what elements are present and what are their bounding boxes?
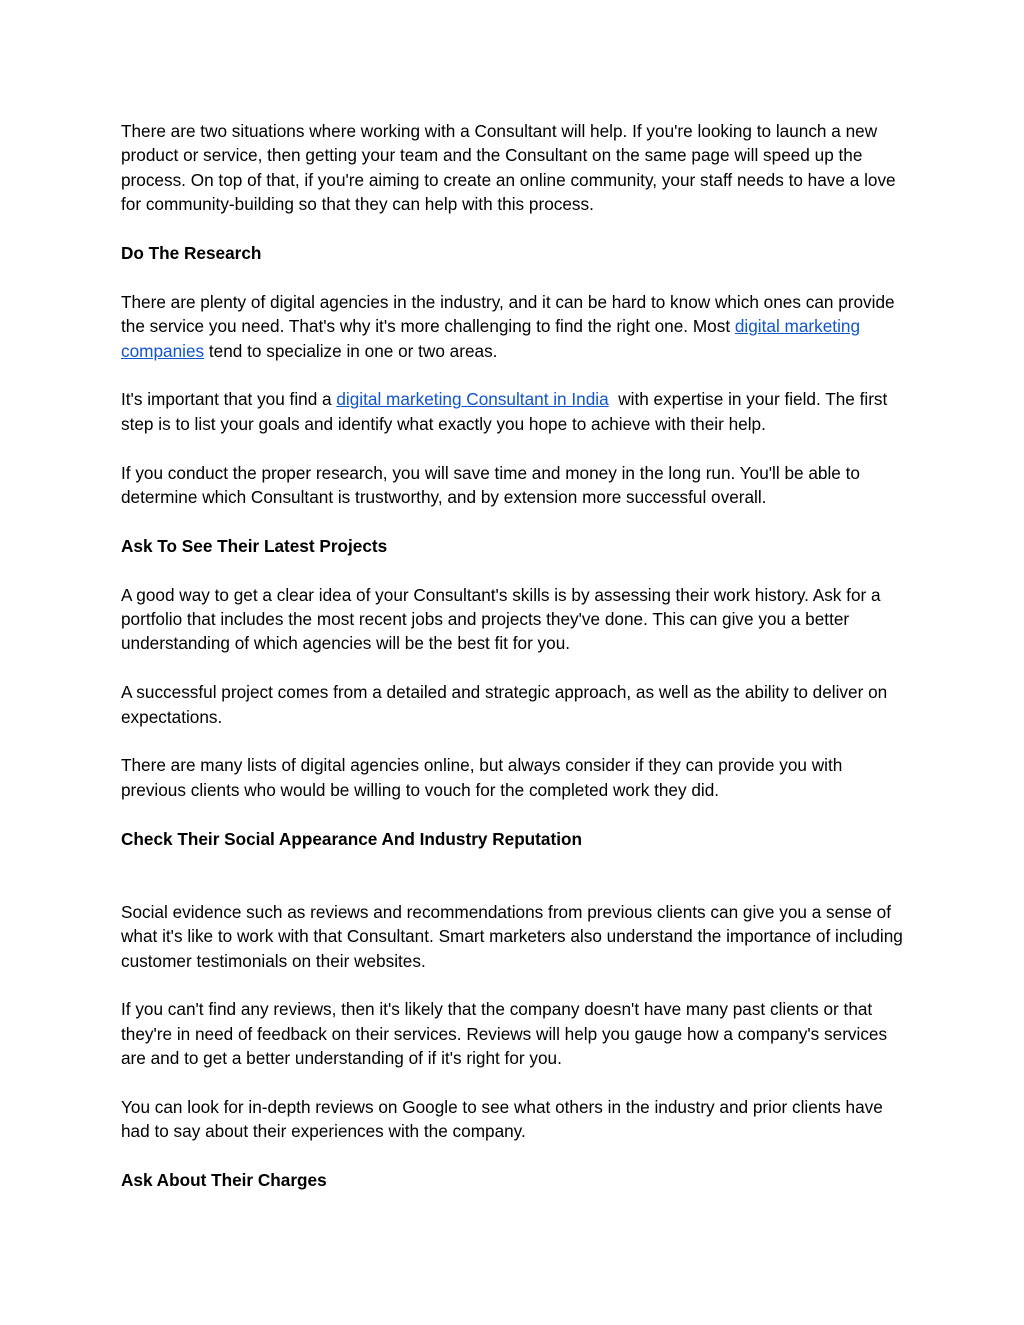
paragraph-agency-lists: There are many lists of digital agencies online, but always consider if they can provide you with previous clients who would be willing to vouch for the completed work they did. <box>121 755 843 800</box>
paragraph-text: There are plenty of digital agencies in the industry, and it can be hard to know which ones can provide the service you need. That's why it's more challenging to find the right one. Most <box>121 291 895 337</box>
paragraph-proper-research: If you conduct the proper research, you will save time and money in the long run. You'll be able to determine which Consultant is trustworthy, and by extension more successful overall. <box>121 462 860 508</box>
paragraph-no-reviews: If you can't find any reviews, then it's likely that the company doesn't have many past clients or that they're in need of feedback on their services. Reviews will help you gauge how a company's services are and to get a better understanding of if it's right for you. <box>121 999 888 1069</box>
paragraph-text: tend to specialize in one or two areas. <box>204 340 498 361</box>
link-digital-marketing-companies[interactable]: digital marketing companies <box>121 316 861 361</box>
heading-charges: Ask About Their Charges <box>121 1170 327 1191</box>
paragraph-text: with expertise in your field. The first step is to list your goals and identify what exactly you hope to achieve with their help. <box>121 389 893 434</box>
paragraph-google-reviews: You can look for in-depth reviews on Google to see what others in the industry and prior clients have had to say about their experiences with the company. <box>121 1097 883 1142</box>
paragraph-successful-project: A successful project comes from a detailed and strategic approach, as well as the ability to deliver on expectations. <box>121 682 888 727</box>
heading-social-appearance: Check Their Social Appearance And Industry Reputation <box>121 828 582 849</box>
link-digital-marketing-consultant-india[interactable]: digital marketing Consultant in India <box>336 389 609 410</box>
heading-latest-projects: Ask To See Their Latest Projects <box>121 535 388 556</box>
paragraph-text: It's important that you find a <box>121 389 337 410</box>
paragraph-social-evidence: Social evidence such as reviews and recommendations from previous clients can give you a sense of what it's like to work with that Consultant. Smart marketers also understand the importance of including customer testimonials on their websites. <box>121 901 903 971</box>
document-page <box>121 119 907 1217</box>
paragraph-work-history: A good way to get a clear idea of your Consultant's skills is by assessing their work history. Ask for a portfolio that includes the most recent jobs and projects they've done. This can give you a better understanding of which agencies will be the best fit for you. <box>121 584 881 654</box>
paragraph-find-consultant <box>121 387 907 436</box>
paragraph-intro: There are two situations where working with a Consultant will help. If you're looking to launch a new product or service, then getting your team and the Consultant on the same page will speed up the process. On top of that, if you're aiming to create an online community, your staff needs to have a love for community-building so that they can help with this process. <box>121 121 896 215</box>
heading-do-the-research: Do The Research <box>121 243 262 264</box>
paragraph-digital-agencies <box>121 290 907 363</box>
